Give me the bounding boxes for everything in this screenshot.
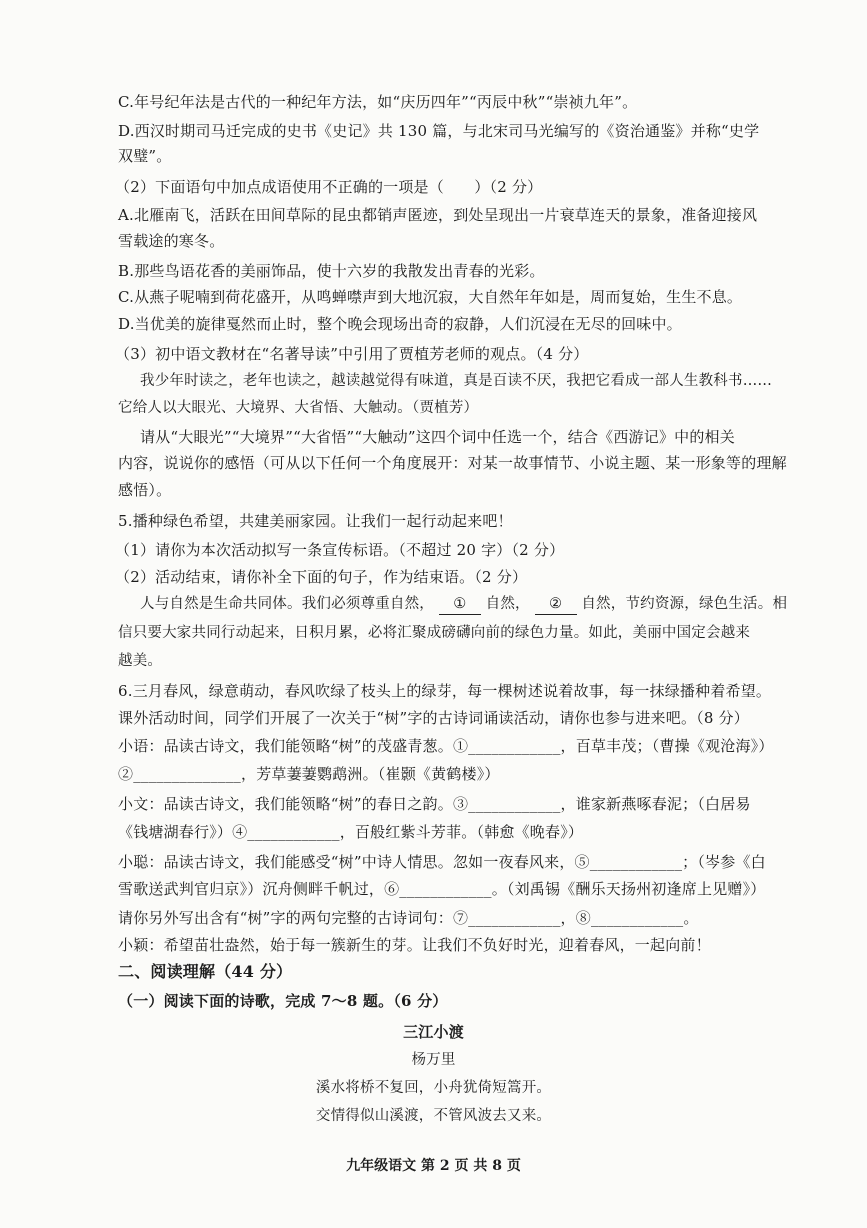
quote-line-2: 它给人以大眼光、大境界、大省悟、大触动。（贾植芳） — [118, 400, 479, 416]
question-3-task-end: 感悟）。 — [118, 481, 172, 499]
blank-2: ② — [535, 594, 577, 615]
question-6-intro-cont: 课外活动时间，同学们开展了一次关于“树”字的古诗词诵读活动，请你也参与进来吧。（8 分） — [118, 709, 749, 727]
option-c-text: C.年号纪年法是古代的一种纪年方法，如“庆历四年”“丙辰中秋”“崇祯九年”。 — [118, 93, 638, 111]
option-d2-text: D.当优美的旋律戛然而止时，整个晚会现场出奇的寂静，人们沉浸在无尽的回味中。 — [118, 315, 682, 333]
closing-sentence-line-1 — [140, 594, 807, 615]
xiaocong-line-cont: 雪歌送武判官归京》）沉舟侧畔千帆过，⑥____________。（刘禹锡《酬乐天扬州初逢席上见赠》） — [118, 880, 766, 898]
quote-line-1: 我少年时读之，老年也读之，越读越觉得有味道，真是百读不厌，我把它看成一部人生教科书…… — [140, 373, 773, 389]
poem-title: 三江小渡 — [403, 1023, 464, 1041]
question-5-heading: 5.播种绿色希望，共建美丽家园。让我们一起行动起来吧！ — [118, 512, 513, 530]
xiaoyu-line: 小语：品读古诗文，我们能领略“树”的茂盛青葱。①____________，百草丰茂；（曹操《观沧海》） — [118, 737, 774, 755]
blank-1: ① — [439, 594, 481, 615]
part-1-heading: （一）阅读下面的诗歌，完成 7～8 题。（6 分） — [118, 992, 448, 1010]
option-c2-text: C.从燕子呢喃到荷花盛开，从鸣蝉噤声到大地沉寂，大自然年年如是，周而复始，生生不息。 — [118, 288, 743, 306]
poem-line-2: 交情得似山溪渡，不管风波去又来。 — [315, 1108, 552, 1124]
option-d-text: D.西汉时期司马迁完成的史书《史记》共 130 篇，与北宋司马光编写的《资治通鉴》并称“史学 — [118, 122, 760, 140]
page-footer: 九年级语文 第 2 页 共 8 页 — [346, 1158, 521, 1174]
question-5-1: （1）请你为本次活动拟写一条宣传标语。（不超过 20 字）（2 分） — [115, 541, 565, 559]
closing-text-a: 人与自然是生命共同体。我们必须尊重自然， — [140, 596, 434, 612]
xiaowen-line-cont: 《钱塘湖春行》）④____________，百般红紫斗芳菲。（韩愈《晚春》） — [118, 823, 584, 841]
xiaocong-line: 小聪：品读古诗文，我们能感受“树”中诗人情思。忽如一夜春风来，⑤____________；（岑参《白 — [118, 853, 766, 871]
question-3-task-cont: 内容，说说你的感悟（可从以下任何一个角度展开：对某一故事情节、小说主题、某一形象等的理解 — [118, 454, 787, 472]
poem-line-1: 溪水将桥不复回，小舟犹倚短篙开。 — [315, 1080, 552, 1096]
section-2-heading: 二、阅读理解（44 分） — [118, 962, 293, 981]
option-a-text: A.北雁南飞，活跃在田间草际的昆虫都销声匿迹，到处呈现出一片衰草连天的景象，准备迎接风 — [118, 206, 758, 224]
xiaowen-line: 小文：品读古诗文，我们能领略“树”的春日之韵。③____________，谁家新燕啄春泥；（白居易 — [118, 795, 751, 813]
xiaoyu-line-cont: ②______________，芳草萋萋鹦鹉洲。（崔颢《黄鹤楼》） — [118, 765, 500, 783]
question-3-prompt: （3）初中语文教材在“名著导读”中引用了贾植芳老师的观点。（4 分） — [115, 345, 589, 363]
extra-poem-request: 请你另外写出含有“树”字的两句完整的古诗词句：⑦____________，⑧____________。 — [118, 909, 699, 927]
option-b-text: B.那些鸟语花香的美丽饰品，使十六岁的我散发出青春的光彩。 — [118, 262, 545, 280]
closing-sentence-line-2: 信只要大家共同行动起来，日积月累，必将汇聚成磅礴向前的绿色力量。如此，美丽中国定会越来 — [118, 625, 751, 641]
question-6-intro: 6.三月春风，绿意萌动，春风吹绿了枝头上的绿芽，每一棵树述说着故事，每一抹绿播种着希望。 — [118, 682, 772, 700]
poem-author: 杨万里 — [411, 1052, 456, 1068]
closing-text-c: 自然， — [485, 596, 530, 612]
closing-sentence-line-3: 越美。 — [118, 653, 163, 669]
xiaoying-line: 小颖：希望苗壮盎然，始于每一簇新生的芽。让我们不负好时光，迎着春风，一起向前！ — [118, 936, 711, 954]
option-d-text-cont: 双璧”。 — [118, 147, 172, 165]
question-3-task: 请从“大眼光”“大境界”“大省悟”“大触动”这四个词中任选一个，结合《西游记》中的相关 — [140, 428, 735, 446]
question-2-prompt: （2）下面语句中加点成语使用不正确的一项是（ ）（2 分） — [115, 178, 543, 196]
closing-text-e: 自然，节约资源，绿色生活。相 — [581, 596, 788, 612]
question-5-2: （2）活动结束，请你补全下面的句子，作为结束语。（2 分） — [115, 568, 528, 586]
option-a-text-cont: 雪载途的寒冬。 — [118, 232, 225, 250]
